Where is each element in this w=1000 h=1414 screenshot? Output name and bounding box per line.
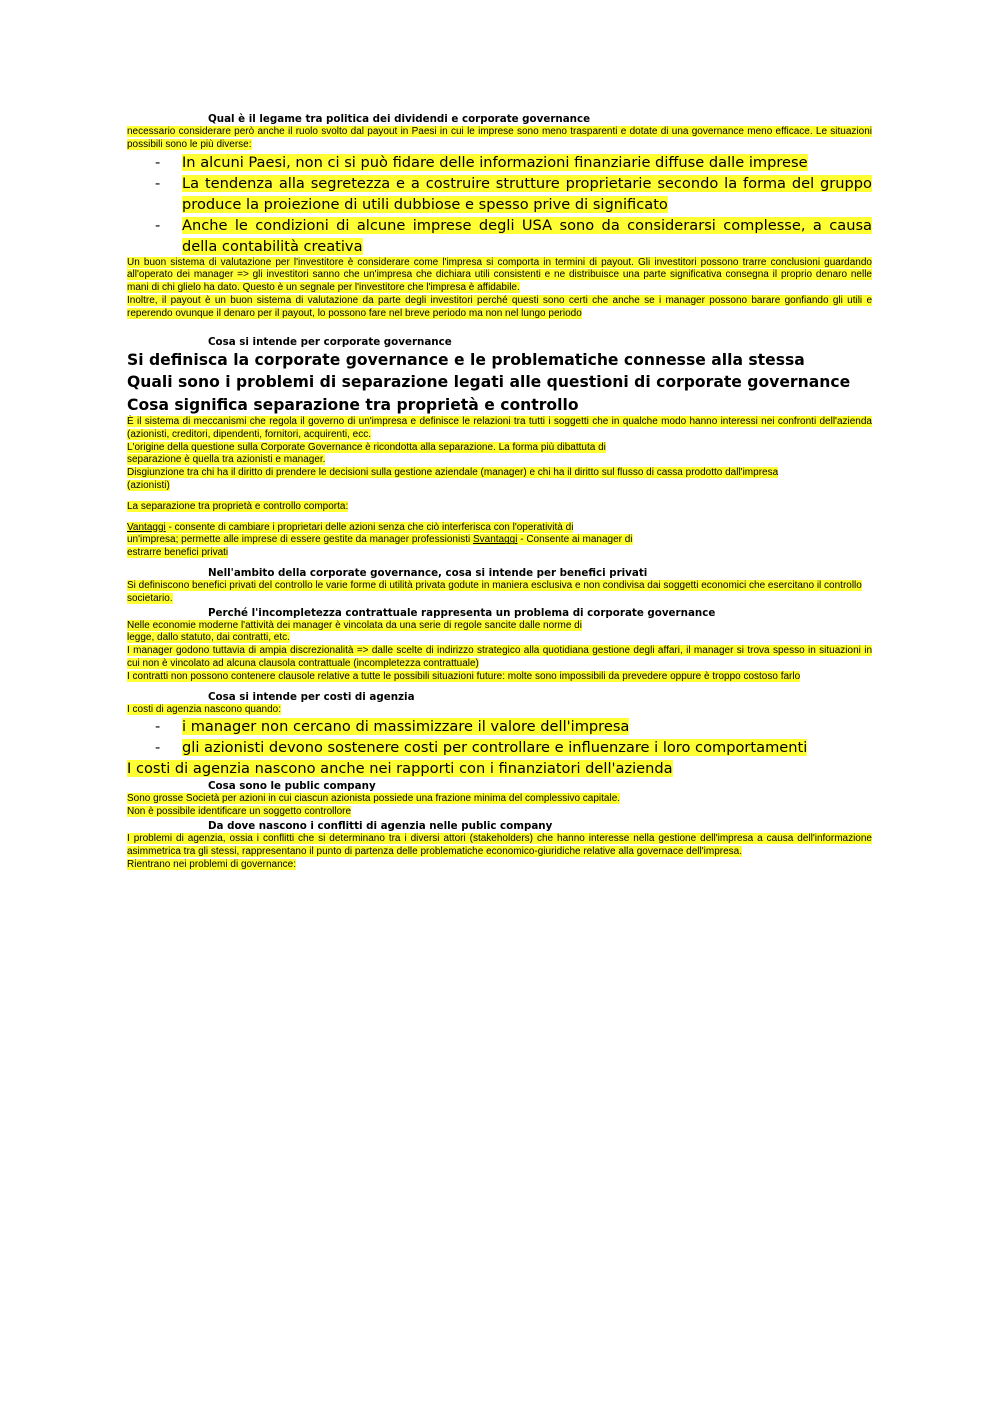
paragraph — [127, 257, 872, 295]
svantaggi-text: - Consente ai manager di — [517, 534, 633, 546]
paragraph — [127, 442, 872, 468]
highlighted-text: Un buon sistema di valutazione per l'investitore è considerare come l'impresa si comporta in termini di payout. Gli investitori possono trarre conclusioni guardando all'operato dei manager => gli investitori sanno che un'impresa che dichiara utili consistenti e ne distribuisce una parte significativa consegna il proprio denaro nelle mani di chi glielo ha dato. Questo è un segnale per l'investitore che l'impresa è affidabile. — [127, 256, 872, 294]
dash-bullet-icon: - — [155, 216, 161, 234]
dash-bullet-icon: - — [155, 718, 161, 736]
question-title: Cosa significa separazione tra proprietà e controllo — [127, 395, 579, 414]
dash-bullet-icon: - — [155, 174, 161, 192]
dash-bullet-icon: - — [155, 153, 161, 171]
highlighted-text: La tendenza alla segretezza e a costruire strutture proprietarie secondo la forma del gruppo produce la proiezione di utili dubbiose e spesso prive di significato — [182, 174, 872, 213]
highlighted-text: legge, dallo statuto, dai contratti, etc. — [127, 632, 290, 644]
section-heading-private-benefits: Nell'ambito della corporate governance, cosa si intende per benefici privati — [208, 567, 648, 580]
spacer — [127, 514, 872, 522]
svantaggi-label: Svantaggi — [472, 534, 518, 546]
highlighted-text: Nelle economie moderne l'attività dei manager è vincolata da una serie di regole sancite dalle norme di — [127, 619, 582, 631]
highlighted-text: necessario considerare però anche il ruolo svolto dal payout in Paesi in cui le imprese sono meno trasparenti e dotate di una governance meno efficace. Le situazioni possibili sono le più diverse: — [127, 126, 872, 150]
paragraph — [127, 758, 872, 779]
highlighted-text: Rientrano nei problemi di governance: — [127, 858, 296, 870]
list-item — [127, 215, 872, 257]
vantaggi-text: un'impresa; permette alle imprese di essere gestite da manager professionisti — [127, 534, 473, 546]
vantaggi-text: - consente di cambiare i proprietari delle azioni senza che ciò interferisca con l'operatività di — [165, 521, 574, 533]
paragraph — [127, 501, 872, 514]
highlighted-text: Disgiunzione tra chi ha il diritto di prendere le decisioni sulla gestione aziendale (manager) e chi ha il diritto sul flusso di cassa prodotto dall'impresa — [127, 467, 779, 479]
bullet-list — [127, 152, 872, 257]
question-title: Quali sono i problemi di separazione legati alle questioni di corporate governance — [127, 373, 851, 392]
highlighted-text — [127, 534, 633, 545]
highlighted-text: È il sistema di meccanismi che regola il governo di un'impresa e definisce le relazioni tra tutti i soggetti che in qualche modo hanno interessi nei confronti dell'azienda (azionisti, creditori, dipendenti, fornitori, acquirenti, ecc. — [127, 416, 872, 440]
paragraph — [127, 833, 872, 859]
paragraph — [127, 467, 872, 493]
list-item — [127, 716, 872, 737]
paragraph — [127, 126, 872, 152]
section-heading-agency-costs: Cosa si intende per costi di agenzia — [208, 690, 415, 703]
paragraph — [127, 416, 872, 442]
paragraph — [127, 522, 872, 560]
bullet-list — [127, 716, 872, 758]
spacer — [127, 493, 872, 501]
highlighted-text: Non è possibile identificare un soggetto controllore — [127, 806, 352, 818]
highlighted-text: In alcuni Paesi, non ci si può fidare delle informazioni finanziarie diffuse dalle imprese — [182, 153, 808, 171]
highlighted-text: I costi di agenzia nascono quando: — [127, 703, 281, 715]
paragraph — [127, 645, 872, 671]
paragraph — [127, 580, 872, 606]
section-heading-agency-conflicts: Da dove nascono i conflitti di agenzia nelle public company — [208, 820, 553, 833]
highlighted-text: Si definiscono benefici privati del controllo le varie forme di utilità privata godute in maniera esclusiva e non condivisa dai soggetti economici che esercitano il controllo societario. — [127, 580, 862, 604]
highlighted-text: estrarre benefici privati — [127, 547, 229, 559]
highlighted-text: I manager godono tuttavia di ampia discrezionalità => dalle scelte di indirizzo strategico alla quotidiana gestione degli affari, il manager si trova spesso in situazioni in cui non è vincolato ad alcuna clausola contrattuale (incompletezza contrattuale) — [127, 645, 872, 670]
paragraph — [127, 793, 872, 819]
section-heading-corporate-governance: Cosa si intende per corporate governance — [208, 335, 452, 348]
paragraph — [127, 620, 872, 646]
highlighted-text: La separazione tra proprietà e controllo comporta: — [127, 500, 349, 512]
highlighted-text: Anche le condizioni di alcune imprese degli USA sono da considerarsi complesse, a causa della contabilità creativa — [182, 216, 872, 255]
highlighted-text — [127, 522, 573, 533]
highlighted-text: I costi di agenzia nascono anche nei rapporti con i finanziatori dell'azienda — [127, 760, 673, 778]
highlighted-text: separazione è quella tra azionisti e manager. — [127, 454, 326, 466]
paragraph — [127, 671, 872, 684]
highlighted-text: i manager non cercano di massimizzare il valore dell'impresa — [182, 718, 630, 736]
section-heading-contract-incompleteness: Perché l'incompletezza contrattuale rappresenta un problema di corporate governance — [208, 606, 716, 619]
list-item — [127, 152, 872, 173]
highlighted-text: Sono grosse Società per azioni in cui ciascun azionista possiede una frazione minima del complessivo capitale. — [127, 793, 621, 805]
paragraph — [127, 859, 872, 872]
highlighted-text: I contratti non possono contenere clausole relative a tutte le possibili situazioni future: molte sono impossibili da prevedere oppure è troppo costoso farlo — [127, 670, 801, 682]
list-item — [127, 173, 872, 215]
section-heading-dividends: Qual è il legame tra politica dei dividendi e corporate governance — [208, 113, 591, 125]
document-page — [127, 112, 872, 871]
highlighted-text: Inoltre, il payout è un buon sistema di valutazione da parte degli investitori perché questi sono certi che anche se i manager possono barare gonfiando gli utili e reperendo ovunque il denaro per il payout, lo possono fare nel breve periodo ma non nel lungo periodo — [127, 294, 872, 319]
vantaggi-label: Vantaggi — [127, 521, 166, 533]
highlighted-text: gli azionisti devono sostenere costi per controllare e influenzare i loro comportamenti — [182, 739, 808, 757]
highlighted-text: I problemi di agenzia, ossia i conflitti che si determinano tra i diversi attori (stakeholders) che hanno interesse nella gestione dell'impresa a causa dell'informazione asimmetrica tra gli stessi, rappresentano il punto di partenza delle problematiche economico-giuridiche relative alla governace dell'impresa. — [127, 833, 872, 857]
highlighted-text: L'origine della questione sulla Corporate Governance è ricondotta alla separazione. La forma più dibattuta di — [127, 441, 606, 453]
paragraph — [127, 295, 872, 321]
dash-bullet-icon: - — [155, 739, 161, 757]
section-heading-public-company: Cosa sono le public company — [208, 780, 376, 793]
question-title: Si definisca la corporate governance e le problematiche connesse alla stessa — [127, 350, 805, 369]
spacer — [127, 321, 872, 335]
list-item — [127, 737, 872, 758]
paragraph — [127, 704, 872, 717]
highlighted-text: (azionisti) — [127, 480, 170, 492]
